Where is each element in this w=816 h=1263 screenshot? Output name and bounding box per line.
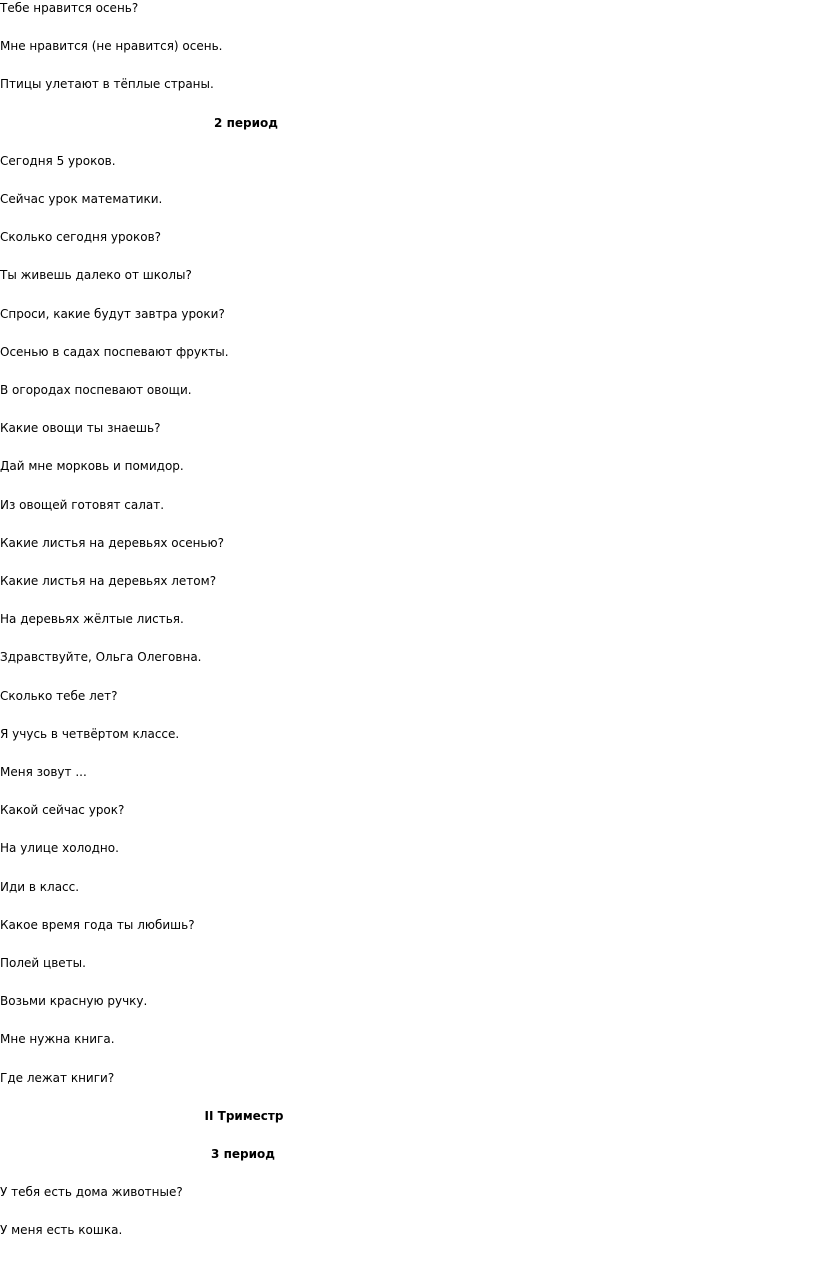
text-line: В огородах поспевают овощи.: [0, 383, 192, 397]
text-line: Я учусь в четвёртом классе.: [0, 727, 180, 741]
text-line: Тебе нравится осень?: [0, 1, 139, 15]
section-heading: II Триместр: [204, 1109, 284, 1123]
text-line: Какое время года ты любишь?: [0, 918, 195, 932]
text-line: Полей цветы.: [0, 956, 86, 970]
text-line: Меня зовут ...: [0, 765, 87, 779]
text-line: Сейчас урок математики.: [0, 192, 163, 206]
section-heading: 2 период: [214, 116, 278, 130]
text-line: Здравствуйте, Ольга Олеговна.: [0, 650, 202, 664]
text-line: Какой сейчас урок?: [0, 803, 125, 817]
text-line: Возьми красную ручку.: [0, 994, 148, 1008]
text-line: Спроси, какие будут завтра уроки?: [0, 307, 225, 321]
text-line: Сколько сегодня уроков?: [0, 230, 162, 244]
text-line: У меня есть кошка.: [0, 1223, 123, 1237]
text-line: Сколько тебе лет?: [0, 689, 118, 703]
text-line: Какие листья на деревьях осенью?: [0, 536, 224, 550]
text-line: На деревьях жёлтые листья.: [0, 612, 184, 626]
text-line: Мне нужна книга.: [0, 1032, 115, 1046]
text-line: На улице холодно.: [0, 841, 119, 855]
text-line: Иди в класс.: [0, 880, 80, 894]
section-heading: 3 период: [211, 1147, 275, 1161]
text-line: Ты живешь далеко от школы?: [0, 268, 192, 282]
text-line: Из овощей готовят салат.: [0, 498, 165, 512]
text-line: Дай мне морковь и помидор.: [0, 459, 184, 473]
text-line: У тебя есть дома животные?: [0, 1185, 183, 1199]
text-line: Осенью в садах поспевают фрукты.: [0, 345, 229, 359]
text-line: Какие овощи ты знаешь?: [0, 421, 161, 435]
text-line: Птицы улетают в тёплые страны.: [0, 77, 214, 91]
text-line: Какие листья на деревьях летом?: [0, 574, 217, 588]
text-line: Мне нравится (не нравится) осень.: [0, 39, 223, 53]
text-line: Сегодня 5 уроков.: [0, 154, 116, 168]
text-line: Где лежат книги?: [0, 1071, 115, 1085]
